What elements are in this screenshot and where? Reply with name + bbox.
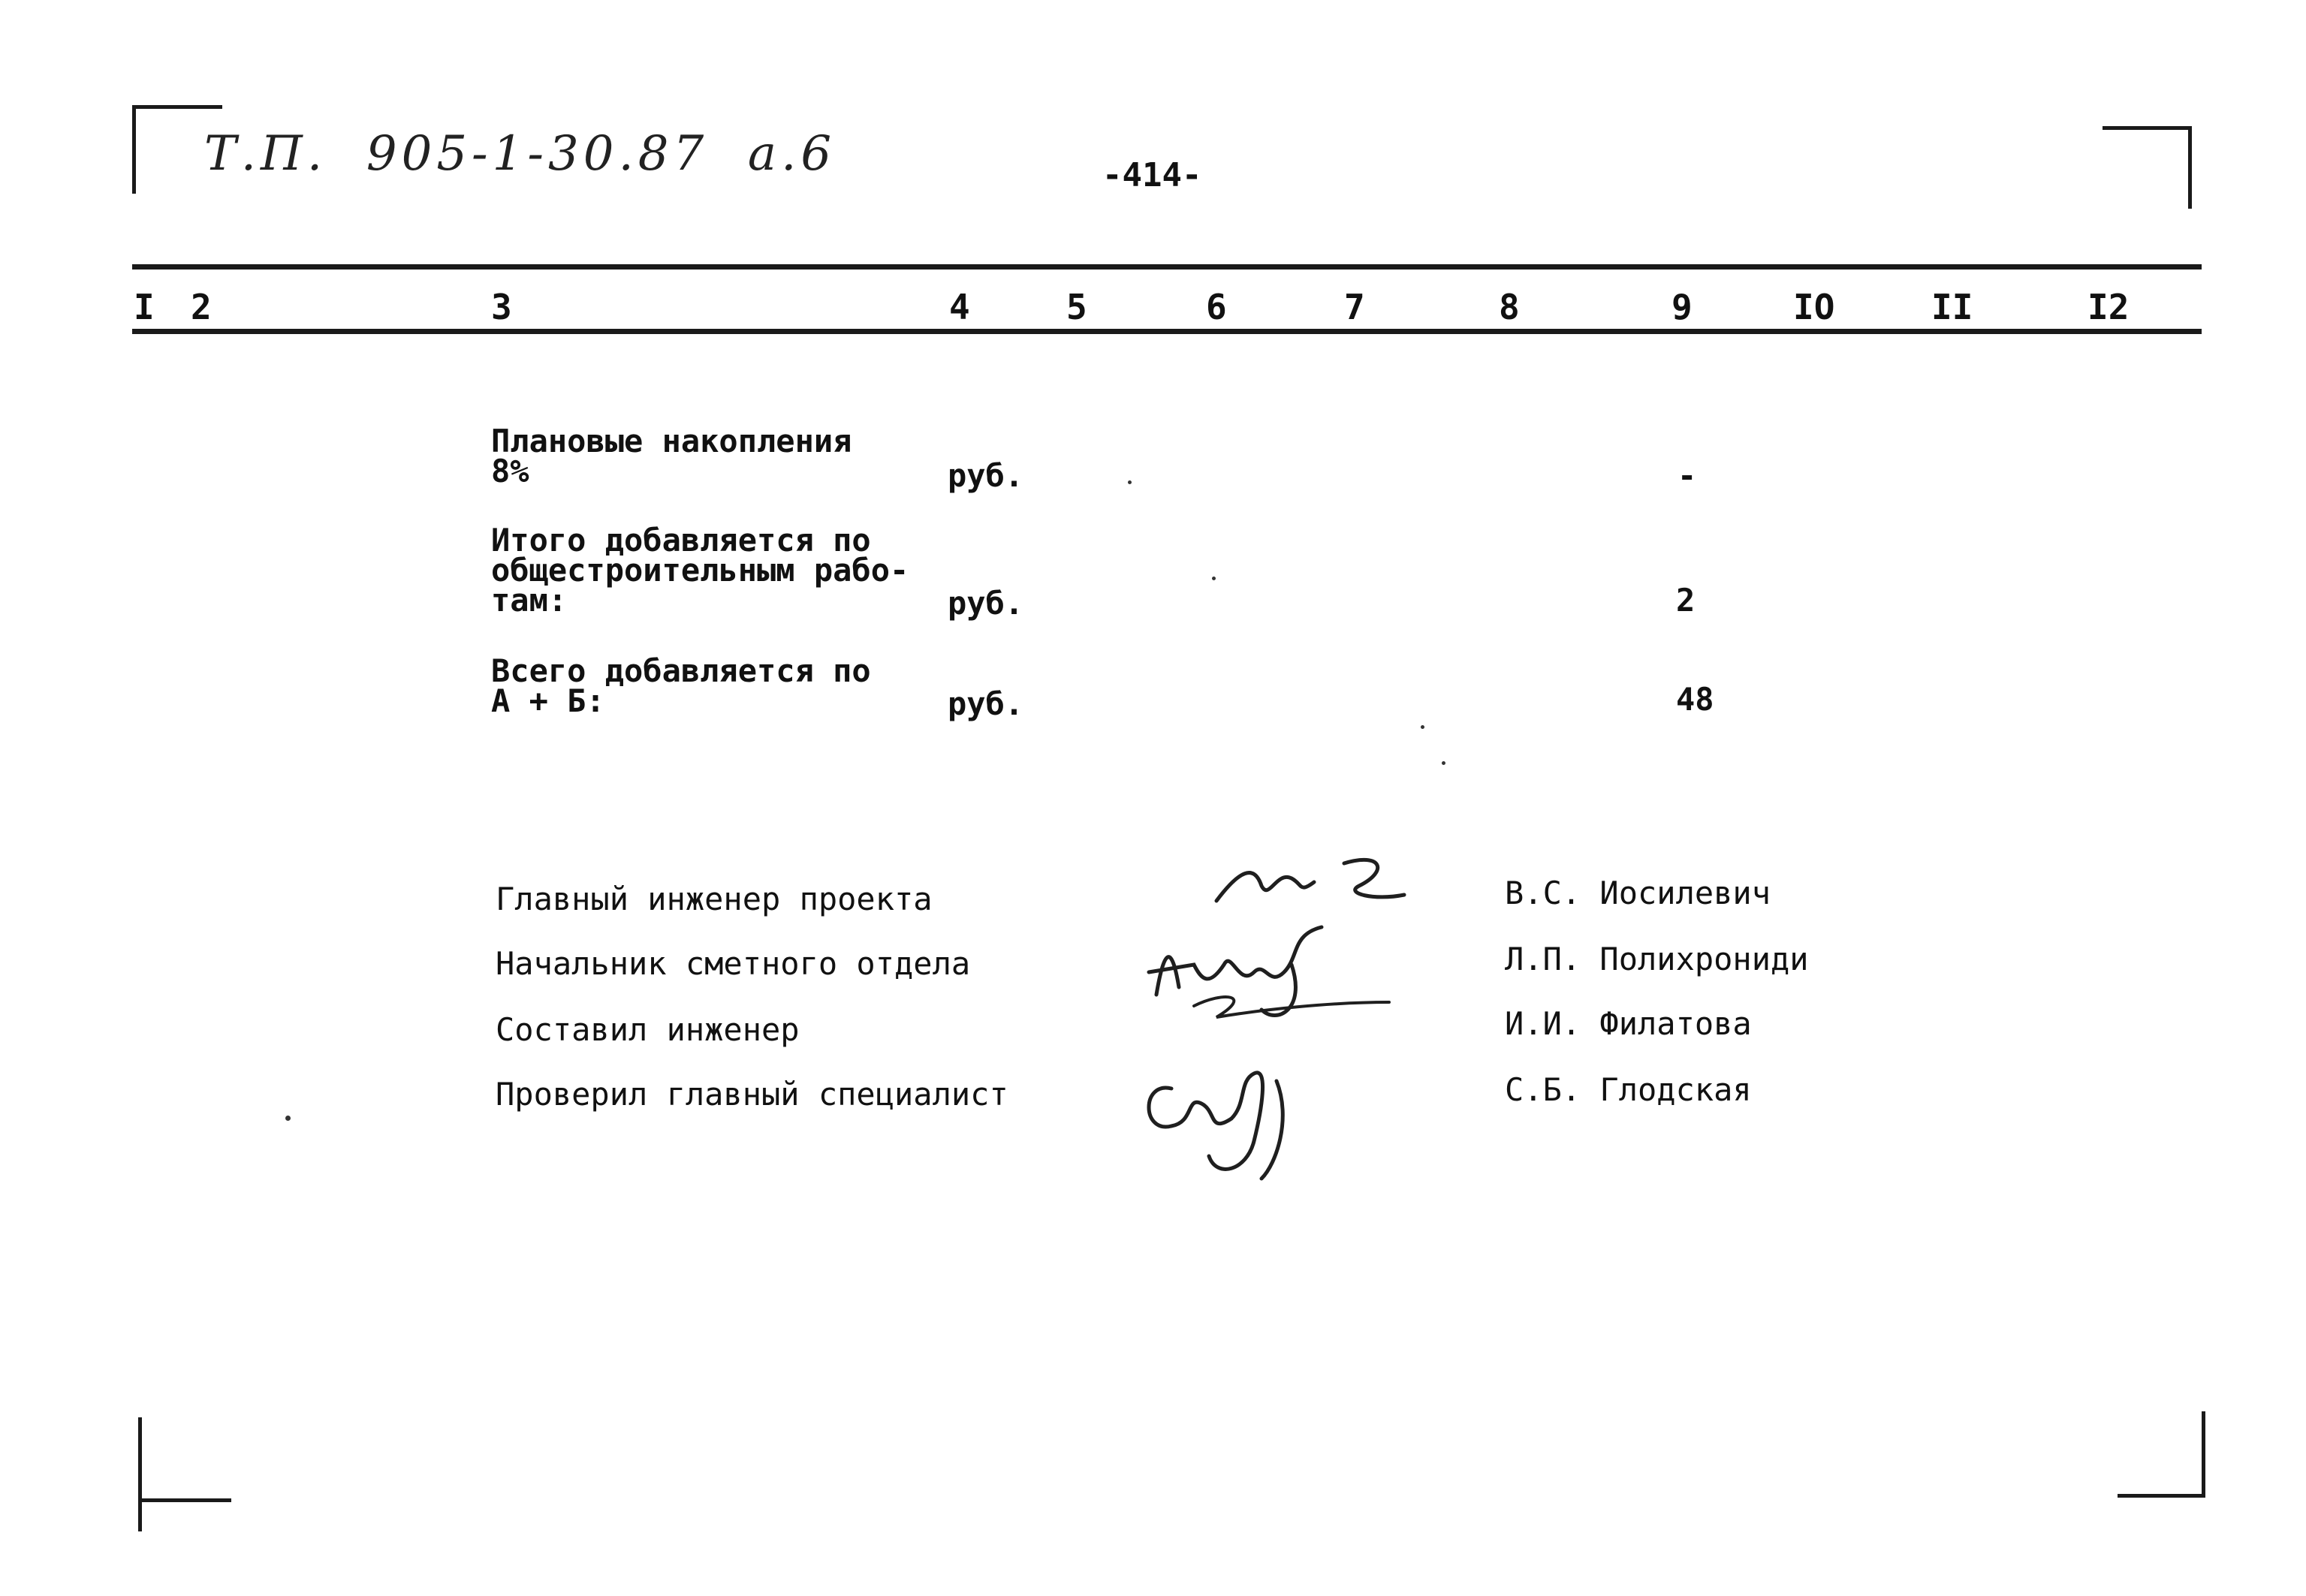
column-number: 7 xyxy=(1344,287,1365,327)
scan-speck xyxy=(1212,577,1216,580)
table-header-top-rule xyxy=(132,264,2202,270)
column-number: 8 xyxy=(1499,287,1520,327)
column-number: II xyxy=(1931,287,1973,327)
signer-position: Составил инженер xyxy=(496,1011,800,1048)
column-number: 2 xyxy=(191,287,212,327)
column-number: I2 xyxy=(2087,287,2130,327)
column-number: 9 xyxy=(1671,287,1693,327)
document-code: Т.П. 905-1-30.87 а.6 xyxy=(204,126,836,182)
scan-speck xyxy=(285,1116,291,1121)
column-number: 6 xyxy=(1206,287,1227,327)
signer-name: Л.П. Полихрониди xyxy=(1505,941,1809,977)
signature-scribble xyxy=(1141,920,1397,1025)
row-value: 2 xyxy=(1676,582,1696,619)
column-number: IO xyxy=(1793,287,1835,327)
column-number: 3 xyxy=(491,287,512,327)
row-label: Плановые накопления 8% xyxy=(491,423,852,489)
signer-name: В.С. Иосилевич xyxy=(1505,875,1771,911)
signer-position: Проверил главный специалист xyxy=(496,1076,1008,1113)
row-unit: руб. xyxy=(948,585,1024,622)
row-value: - xyxy=(1678,457,1697,494)
page-number: -414- xyxy=(1102,156,1202,194)
signer-name: И.И. Филатова xyxy=(1505,1005,1752,1042)
scan-speck xyxy=(1442,761,1445,765)
signature-scribble xyxy=(1186,848,1427,916)
row-unit: руб. xyxy=(948,457,1024,494)
scan-speck xyxy=(1128,480,1132,484)
column-number: I xyxy=(134,287,155,327)
scan-speck xyxy=(1421,725,1424,729)
row-label: Итого добавляется по общестроительным рабо- там: xyxy=(491,522,909,619)
row-label: Всего добавляется по А + Б: xyxy=(491,652,871,719)
row-value: 48 xyxy=(1676,681,1714,718)
table-header-bottom-rule xyxy=(132,329,2202,334)
column-number: 5 xyxy=(1066,287,1087,327)
signature-scribble xyxy=(1126,1051,1307,1186)
row-unit: руб. xyxy=(948,685,1024,722)
signer-name: С.Б. Глодская xyxy=(1505,1071,1752,1108)
signer-position: Начальник сметного отдела xyxy=(496,945,971,982)
column-number: 4 xyxy=(949,287,970,327)
signer-position: Главный инженер проекта xyxy=(496,881,933,917)
